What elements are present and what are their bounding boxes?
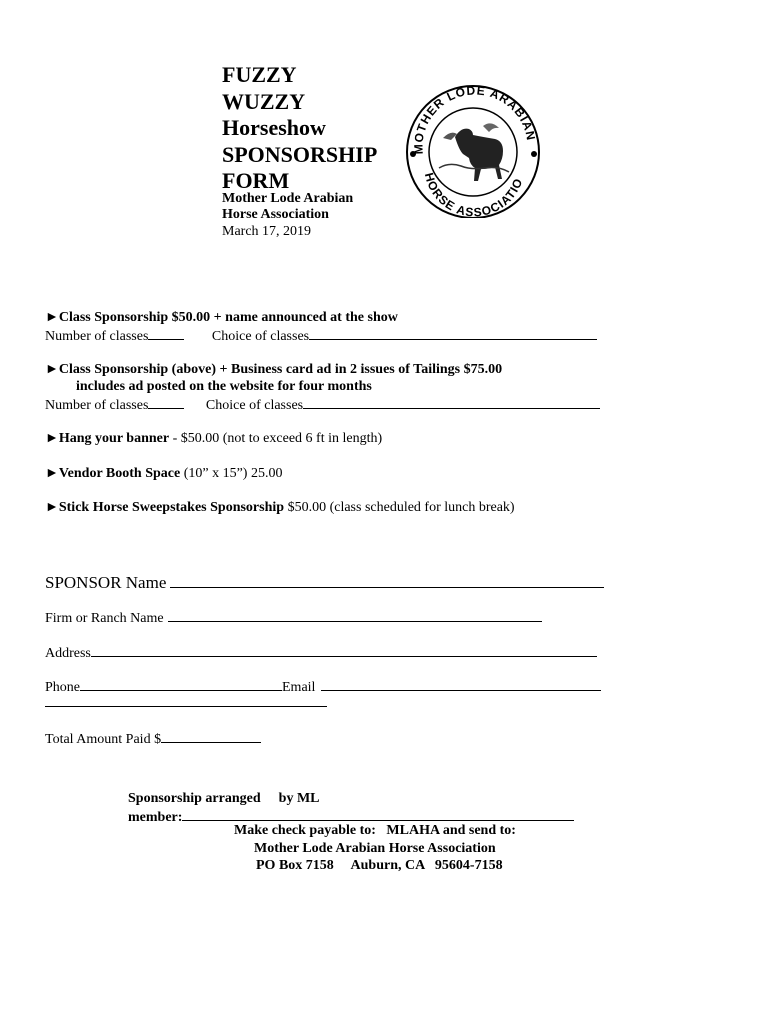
form-title [222,62,377,195]
number-of-classes-field[interactable] [148,396,184,409]
title-line: FUZZY [222,62,297,87]
class-sponsorship-ad-title: ►Class Sponsorship (above) + Business card ad in 2 issues of Tailings $75.00 [45,362,503,377]
address-row [45,644,597,662]
by-ml-label: by ML [278,791,320,806]
class-sponsorship-fields [45,327,597,345]
mailing-address-line: PO Box 7158 Auburn, CA 95604-7158 [256,858,503,873]
vendor-option [45,466,282,482]
address-label: Address [45,646,91,661]
firm-row [45,609,542,627]
number-of-classes-field[interactable] [148,327,184,340]
logo-text-top: MOTHER LODE ARABIAN [411,83,539,155]
class-sponsorship-title: ►Class Sponsorship $50.00 + name announced at the show [45,310,398,325]
sponsor-name-field[interactable] [170,575,604,588]
total-label: Total Amount Paid $ [45,732,162,747]
member-field[interactable] [182,808,574,821]
organization-name [222,191,353,223]
mailing-name-line: Mother Lode Arabian Horse Association [254,841,496,856]
event-date: March 17, 2019 [222,224,312,239]
stick-horse-detail: $50.00 (class scheduled for lunch break) [284,500,515,515]
member-label: member: [128,810,183,825]
sponsor-name-label: SPONSOR Name [45,573,167,592]
class-sponsorship-ad-fields [45,396,600,414]
banner-detail: - $50.00 (not to exceed 6 ft in length) [169,431,383,446]
address-field[interactable] [91,644,597,657]
choice-of-classes-label: Choice of classes [211,329,310,344]
banner-option [45,431,382,447]
vendor-detail: (10” x 15”) 25.00 [180,466,283,481]
banner-title: ►Hang your banner [45,431,170,446]
stick-horse-option [45,500,515,516]
stick-horse-title: ►Stick Horse Sweepstakes Sponsorship [45,500,285,515]
org-line-1: Mother Lode Arabian [222,191,354,206]
choice-of-classes-field[interactable] [303,396,600,409]
number-of-classes-label: Number of classes [45,398,149,413]
phone-email-row [45,678,601,696]
email-continuation-field[interactable] [45,706,327,707]
sponsor-name-row [45,573,604,592]
title-line: FORM [222,168,290,193]
title-line: WUZZY [222,88,306,114]
arranged-row [128,791,320,807]
email-label: Email [282,680,316,695]
check-payable-line: Make check payable to: MLAHA and send to: [234,823,516,838]
org-line-2: Horse Association [222,207,329,222]
logo-text-bottom: HORSE ASSOCIATIO [421,171,526,218]
total-row [45,730,261,748]
email-field[interactable] [321,678,601,691]
number-of-classes-label: Number of classes [45,329,149,344]
title-line: SPONSORSHIP [222,141,378,167]
association-logo [403,82,543,218]
horse-icon [439,123,509,181]
vendor-title: ►Vendor Booth Space [45,466,181,481]
choice-of-classes-label: Choice of classes [205,398,304,413]
class-sponsorship-ad-subtitle: includes ad posted on the website for four months [76,379,372,394]
phone-label: Phone [45,680,80,695]
arranged-label: Sponsorship arranged [128,791,261,806]
total-field[interactable] [161,730,261,743]
firm-field[interactable] [168,609,542,622]
phone-field[interactable] [80,678,282,691]
firm-label: Firm or Ranch Name [45,611,164,626]
title-line: Horseshow [222,115,326,140]
choice-of-classes-field[interactable] [309,327,597,340]
